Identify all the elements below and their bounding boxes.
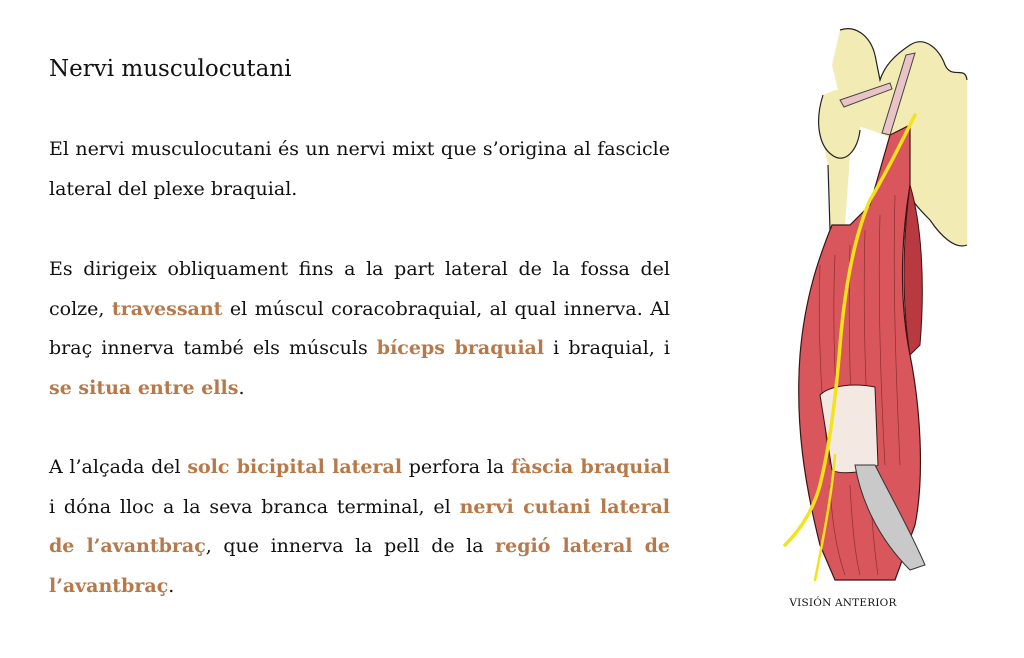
course-text-2: el múscul coracobraquial, al qual innerva. Al braç innerva també els músculs: [49, 297, 670, 359]
highlight-se-situa-entre-ells: se situa entre ells: [49, 376, 239, 399]
termination-text-1: A l’alçada del: [49, 456, 188, 478]
arm-anatomy-illustration: [760, 25, 975, 595]
figure-caption: VISIÓN ANTERIOR: [789, 597, 897, 609]
paragraph-origin: [49, 130, 670, 209]
course-text-4: .: [238, 376, 245, 399]
termination-text-5: .: [168, 574, 175, 597]
paragraph-termination: [49, 448, 670, 606]
biceps-muscle: [799, 125, 921, 580]
highlight-fascia-braquial: fàscia braquial: [510, 456, 670, 478]
termination-text-2: perfora la: [402, 456, 511, 478]
paragraph-origin-text: El nervi musculocutani és un nervi mixt que s’origina al fascicle lateral del plexe braquial.: [49, 138, 670, 200]
highlight-solc-bicipital-lateral: solc bicipital lateral: [187, 456, 403, 478]
highlight-travessant: travessant: [111, 297, 223, 320]
course-text-1: Es dirigeix obliquament fins a la part lateral de la fossa del colze,: [49, 258, 670, 320]
highlight-nervi-cutani-lateral: nervi cutani lateral de l’avantbraç: [49, 495, 670, 557]
termination-text-3: i dóna lloc a la seva branca terminal, el: [49, 495, 460, 518]
brachialis-muscle: [904, 185, 922, 355]
termination-text-4: , que innerva la pell de la: [205, 535, 496, 557]
paragraph-course: [49, 250, 670, 408]
highlight-biceps-braquial: bíceps braquial: [376, 337, 545, 359]
page-title: Nervi musculocutani: [49, 56, 292, 82]
course-text-3: i braquial, i: [544, 337, 670, 359]
highlight-regio-lateral: regió lateral de l’avantbraç: [49, 535, 671, 597]
